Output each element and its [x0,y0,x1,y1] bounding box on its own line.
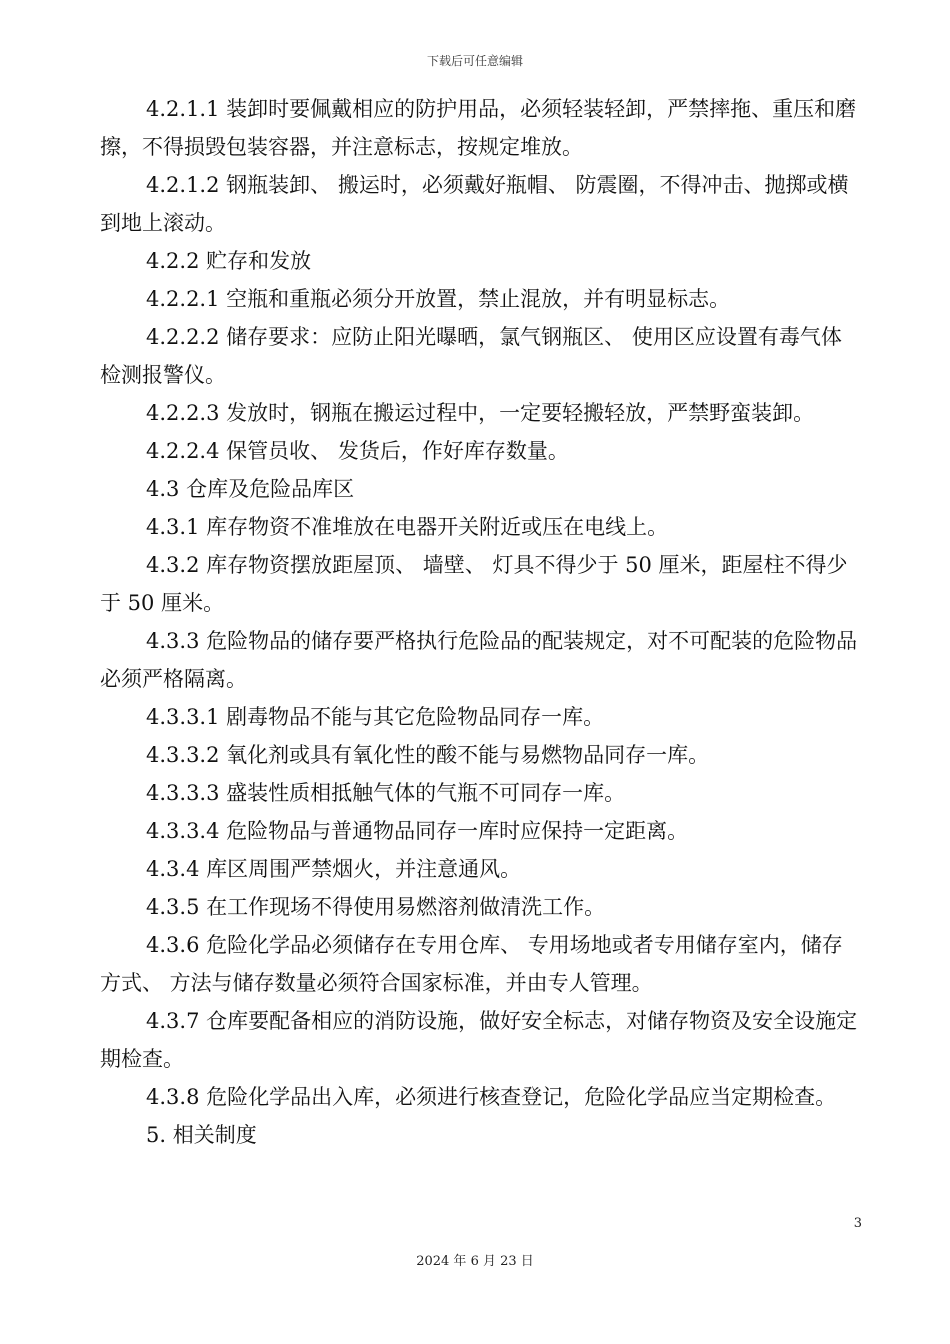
paragraph: 4.2.2.2 储存要求：应防止阳光曝晒，氯气钢瓶区、 使用区应设置有毒气体检测报警仪。 [100,325,842,387]
paragraph: 4.3.2 库存物资摆放距屋顶、 墙壁、 灯具不得少于 50 厘米，距屋柱不得少于 50 厘米。 [100,553,848,615]
paragraph: 4.3.8 危险化学品出入库，必须进行核查登记，危险化学品应当定期检查。 [146,1085,837,1109]
paragraph: 4.2.1.1 装卸时要佩戴相应的防护用品，必须轻装轻卸，严禁摔拖、重压和磨擦，不得损毁包装容器，并注意标志，按规定堆放。 [100,97,857,159]
paragraph: 4.3.1 库存物资不准堆放在电器开关附近或压在电线上。 [146,515,669,539]
paragraph: 4.2.2.3 发放时，钢瓶在搬运过程中，一定要轻搬轻放，严禁野蛮装卸。 [146,401,815,425]
paragraph: 4.3.3 危险物品的储存要严格执行危险品的配装规定，对不可配装的危险物品必须严格隔离。 [100,629,858,691]
paragraph: 4.3.7 仓库要配备相应的消防设施，做好安全标志，对储存物资及安全设施定期检查。 [100,1009,858,1071]
page-header: 下载后可任意编辑 [426,54,523,68]
paragraph: 4.2.2.4 保管员收、 发货后，作好库存数量。 [146,439,569,463]
paragraph: 4.3.3.4 危险物品与普通物品同存一库时应保持一定距离。 [146,819,689,843]
paragraph: 4.3.4 库区周围严禁烟火，并注意通风。 [146,857,522,881]
paragraph: 4.3.3.3 盛装性质相抵触气体的气瓶不可同存一库。 [146,781,626,805]
paragraph: 4.3.3.1 剧毒物品不能与其它危险物品同存一库。 [146,705,605,729]
section-heading: 4.2.2 贮存和发放 [146,249,312,273]
footer-date: 2024 年 6 月 23 日 [416,1254,534,1269]
paragraph: 4.3.6 危险化学品必须储存在专用仓库、 专用场地或者专用储存室内，储存方式、 方法与储存数量必须符合国家标准，并由专人管理。 [100,933,843,995]
paragraph: 4.2.1.2 钢瓶装卸、 搬运时，必须戴好瓶帽、 防震圈，不得冲击、抛掷或横到地上滚动。 [100,173,849,235]
paragraph: 4.3.5 在工作现场不得使用易燃溶剂做清洗工作。 [146,895,606,919]
paragraph: 4.2.2.1 空瓶和重瓶必须分开放置，禁止混放，并有明显标志。 [146,287,731,311]
section-heading: 4.3 仓库及危险品库区 [146,477,355,501]
paragraph: 4.3.3.2 氧化剂或具有氧化性的酸不能与易燃物品同存一库。 [146,743,710,767]
section-heading: 5. 相关制度 [146,1123,257,1147]
page-number: 3 [853,1216,862,1231]
document-body [100,90,860,1154]
